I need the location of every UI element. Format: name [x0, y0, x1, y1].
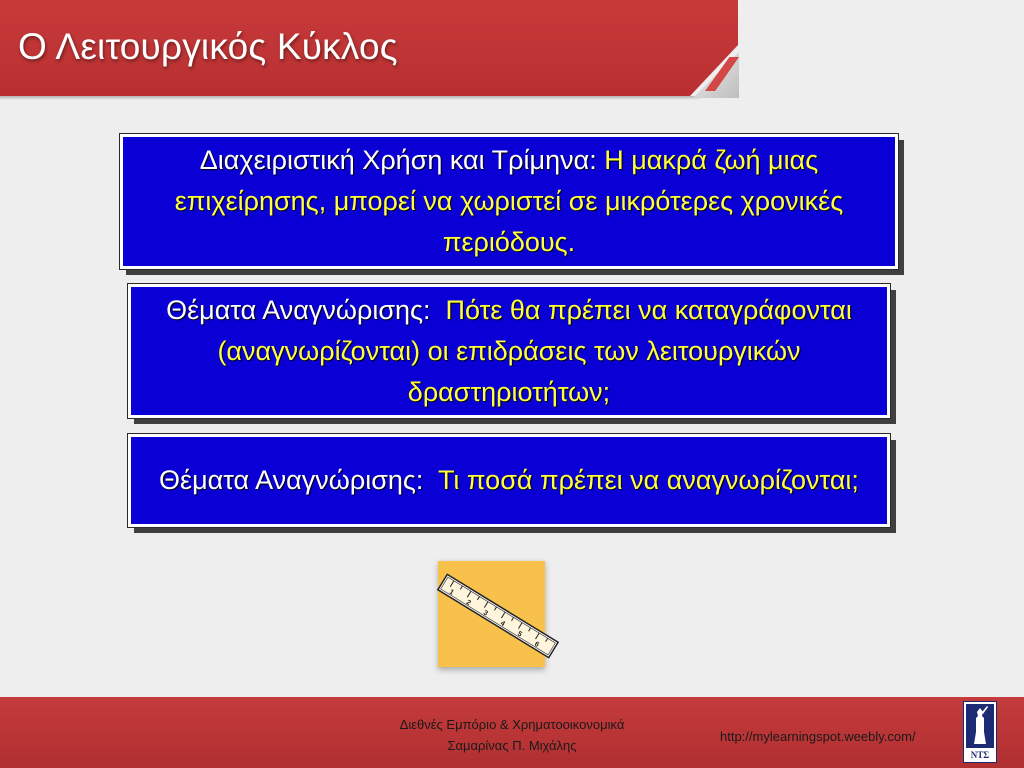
- title-banner-shadow: [0, 96, 700, 100]
- ruler-icon: [430, 555, 565, 680]
- ruler-tick-label: 1: [447, 588, 455, 597]
- footer-course-title: Διεθνές Εμπόριο & Χρηματοοικονομικά: [399, 717, 625, 732]
- ruler-tick-label: 5: [515, 630, 523, 639]
- logo-text: ΝΤΣ: [970, 750, 990, 760]
- content-box-highlight: Τι ποσά πρέπει να αναγνωρίζονται;: [437, 465, 859, 495]
- footer-author: Σαμαρίνας Π. Μιχάλης: [447, 738, 577, 753]
- logo-icon: [963, 701, 997, 763]
- content-box-text: [137, 140, 881, 263]
- content-box-operating-periods: [120, 134, 898, 269]
- footer-credits: [302, 714, 722, 756]
- content-box-recognition-amounts: [128, 434, 890, 527]
- ruler-graphic: [430, 555, 565, 680]
- content-box-text: [159, 460, 859, 501]
- content-box-label: Θέματα Αναγνώρισης:: [166, 294, 431, 325]
- ruler-tick-label: 4: [498, 619, 506, 628]
- content-box-highlight: Η μακρά ζωή μιας επιχείρησης, μπορεί να χωριστεί σε μικρότερες χρονικές περιόδους.: [174, 145, 844, 257]
- statue-logo-graphic: [964, 702, 996, 762]
- content-box-label: Θέματα Αναγνώρισης:: [159, 465, 424, 495]
- footer-url-link[interactable]: http://mylearningspot.weebly.com/: [720, 729, 916, 744]
- content-box-recognition-timing: [128, 284, 890, 418]
- ruler-tick-label: 6: [533, 640, 541, 649]
- ruler-tick-label: 2: [464, 599, 472, 608]
- slide-title: Ο Λειτουργικός Κύκλος: [18, 26, 398, 67]
- content-box-highlight: Πότε θα πρέπει να καταγράφονται (αναγνωρίζονται) οι επιδράσεις των λειτουργικών δραστηριοτήτων;: [217, 294, 852, 407]
- content-box-label: Διαχειριστική Χρήση και Τρίμηνα:: [199, 145, 597, 175]
- ruler-tick-label: 3: [481, 609, 489, 618]
- content-box-text: [145, 290, 873, 413]
